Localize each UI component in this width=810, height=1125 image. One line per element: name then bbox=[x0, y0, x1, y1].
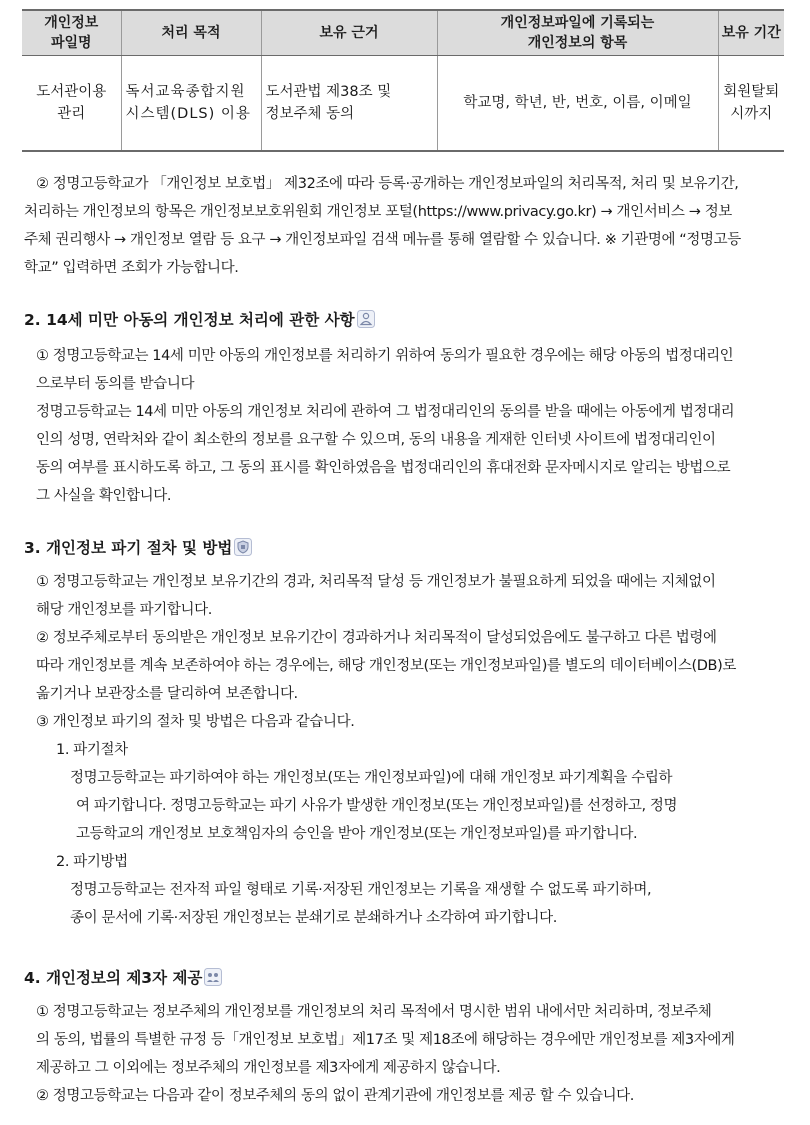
body-line: ① 정명고등학교는 개인정보 보유기간의 경과, 처리목적 달성 등 개인정보가 불필요하게 되었을 때에는 지체없이 bbox=[36, 574, 716, 590]
body-line: 의 동의, 법률의 특별한 규정 등「개인정보 보호법」제17조 및 제18조에 해당하는 경우에만 개인정보를 제3자에게 bbox=[36, 1032, 735, 1048]
child-guardian-icon bbox=[357, 310, 375, 328]
header-basis: 보유 근거 bbox=[261, 10, 437, 56]
body-line: 옮기거나 보관장소를 달리하여 보존합니다. bbox=[36, 686, 298, 702]
cell-period: 회원탈퇴 시까지 bbox=[718, 56, 784, 152]
body-line: 정명고등학교는 전자적 파일 형태로 기록·저장된 개인정보는 기록을 재생할 수 없도록 파기하며, bbox=[70, 882, 652, 898]
cell-file-name: 도서관이용 관리 bbox=[22, 56, 121, 152]
body-line: ③ 개인정보 파기의 절차 및 방법은 다음과 같습니다. bbox=[36, 714, 355, 730]
section-2-heading bbox=[24, 308, 375, 332]
header-items: 개인정보파일에 기록되는 개인정보의 항목 bbox=[437, 10, 718, 56]
personal-info-file-table bbox=[22, 9, 784, 152]
section-4-heading bbox=[24, 966, 222, 990]
intro-line: 학교” 입력하면 조회가 가능합니다. bbox=[24, 260, 239, 276]
body-line: 동의 여부를 표시하도록 하고, 그 동의 표시를 확인하였음을 법정대리인의 휴대전화 문자메시지로 알리는 방법으로 bbox=[36, 460, 731, 476]
section-4-title: 4. 개인정보의 제3자 제공 bbox=[24, 969, 203, 987]
subsection-title: 1. 파기절차 bbox=[56, 742, 128, 758]
body-line: 여 파기합니다. 정명고등학교는 파기 사유가 발생한 개인정보(또는 개인정보파일)를 선정하고, 정명 bbox=[76, 798, 678, 814]
body-line: 으로부터 동의를 받습니다 bbox=[36, 376, 195, 392]
body-line: 따라 개인정보를 계속 보존하여야 하는 경우에는, 해당 개인정보(또는 개인정보파일)를 별도의 데이터베이스(DB)로 bbox=[36, 658, 736, 674]
intro-line: ② 정명고등학교가 「개인정보 보호법」 제32조에 따라 등록·공개하는 개인정보파일의 처리목적, 처리 및 보유기간, bbox=[36, 176, 739, 192]
intro-line: 처리하는 개인정보의 항목은 개인정보보호위원회 개인정보 포털(https://www.privacy.go.kr) → 개인서비스 → 정보 bbox=[24, 204, 732, 220]
cell-items: 학교명, 학년, 반, 번호, 이름, 이메일 bbox=[437, 56, 718, 152]
intro-line: 주체 권리행사 → 개인정보 열람 등 요구 → 개인정보파일 검색 메뉴를 통해 열람할 수 있습니다. ※ 기관명에 “정명고등 bbox=[24, 232, 741, 248]
header-file-name: 개인정보 파일명 bbox=[22, 10, 121, 56]
body-line: 해당 개인정보를 파기합니다. bbox=[36, 602, 212, 618]
header-purpose: 처리 목적 bbox=[121, 10, 261, 56]
body-line: 고등학교의 개인정보 보호책임자의 승인을 받아 개인정보(또는 개인정보파일)를 파기합니다. bbox=[76, 826, 638, 842]
table-header-row bbox=[22, 10, 784, 56]
section-2-title: 2. 14세 미만 아동의 개인정보 처리에 관한 사항 bbox=[24, 311, 355, 329]
body-line: 제공하고 그 이외에는 정보주체의 개인정보를 제3자에게 제공하지 않습니다. bbox=[36, 1060, 501, 1076]
header-period: 보유 기간 bbox=[718, 10, 784, 56]
body-line: 종이 문서에 기록·저장된 개인정보는 분쇄기로 분쇄하거나 소각하여 파기합니다. bbox=[70, 910, 557, 926]
cell-purpose: 독서교육종합지원 시스템(DLS) 이용 bbox=[121, 56, 261, 152]
body-line: 정명고등학교는 14세 미만 아동의 개인정보 처리에 관하여 그 법정대리인의 동의를 받을 때에는 아동에게 법정대리 bbox=[36, 404, 735, 420]
body-line: ① 정명고등학교는 14세 미만 아동의 개인정보를 처리하기 위하여 동의가 필요한 경우에는 해당 아동의 법정대리인 bbox=[36, 348, 734, 364]
people-share-icon bbox=[204, 968, 222, 986]
section-3-title: 3. 개인정보 파기 절차 및 방법 bbox=[24, 539, 233, 557]
table-row bbox=[22, 56, 784, 152]
body-line: ② 정보주체로부터 동의받은 개인정보 보유기간이 경과하거나 처리목적이 달성되었음에도 불구하고 다른 법령에 bbox=[36, 630, 717, 646]
body-line: 인의 성명, 연락처와 같이 최소한의 정보를 요구할 수 있으며, 동의 내용을 게재한 인터넷 사이트에 법정대리인이 bbox=[36, 432, 716, 448]
body-line: 정명고등학교는 파기하여야 하는 개인정보(또는 개인정보파일)에 대해 개인정보 파기계획을 수립하 bbox=[70, 770, 673, 786]
section-3-heading bbox=[24, 536, 252, 560]
shield-document-icon bbox=[234, 538, 252, 556]
body-line: ② 정명고등학교는 다음과 같이 정보주체의 동의 없이 관계기관에 개인정보를 제공 할 수 있습니다. bbox=[36, 1088, 634, 1104]
cell-basis: 도서관법 제38조 및 정보주체 동의 bbox=[261, 56, 437, 152]
body-line: 그 사실을 확인합니다. bbox=[36, 488, 172, 504]
subsection-title: 2. 파기방법 bbox=[56, 854, 128, 870]
body-line: ① 정명고등학교는 정보주체의 개인정보를 개인정보의 처리 목적에서 명시한 범위 내에서만 처리하며, 정보주체 bbox=[36, 1004, 712, 1020]
